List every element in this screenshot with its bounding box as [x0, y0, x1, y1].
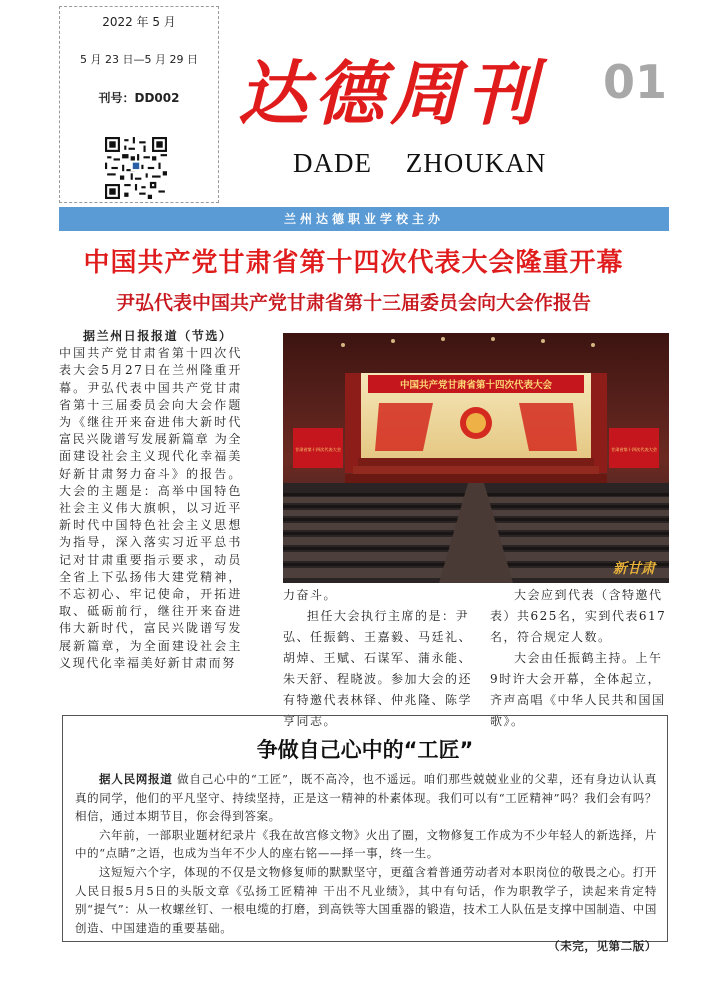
lead-text: 中国共产党甘肃省第十四次代表大会5月27日在兰州隆重开幕。尹弘代表中国共产党甘肃省第十三届委员会向大会作题为《继往开来奋进伟大新时代 富民兴陇谱写发展新篇章 为全面建设社会主义现代化幸福美好新甘肃努力奋斗》的报告。大会的主题是：高举中国特色社会主义伟大旗帜，以习近平新时代中国特色社会主义思想为指导，深入落实习近平总书记对甘肃重要指示要求，动员全省上下弘扬伟大建党精神，不忘初心、牢记使命，开拓进取、砥砺前行，继往开来奋进伟大新时代，富民兴陇谱写发展新篇章，为全面建设社会主义现代化幸福美好新甘肃而努: [59, 346, 242, 670]
craftsman-title: 争做自己心中的“工匠”: [256, 738, 474, 762]
masthead-title: 达德周刊: [238, 52, 542, 135]
craftsman-p2: 六年前，一部职业题材纪录片《我在故宫修文物》火出了圈，文物修复工作成为不少年轻人的新选择，片中的“点睛”之语，也成为当年不少人的座右铭——择一事，终一生。: [75, 827, 657, 861]
main-headline: 中国共产党甘肃省第十四次代表大会隆重开幕: [83, 248, 624, 278]
sponsor-banner: 兰州达德职业学校主办: [59, 207, 669, 231]
issue-dates: 5 月 23 日—5 月 29 日: [80, 53, 198, 66]
presidium-paragraph: 担任大会执行主席的是：尹弘、任振鹤、王嘉毅、马廷礼、胡焯、王赋、石谋军、蒲永能、朱天舒、程晓波。参加大会的还有特邀代表林铎、仲兆隆、陈学亨同志。: [283, 609, 473, 728]
opening-paragraph: 大会由任振鹤主持。上午9时许大会开幕，全体起立，齐声高唱《中华人民共和国国歌》。: [490, 651, 666, 728]
qr-code-icon: [105, 137, 167, 199]
craftsman-byline: 据人民网报道: [99, 772, 173, 786]
lead-byline: 据兰州日报报道（节选）: [83, 329, 233, 343]
report-column-mid: [283, 585, 473, 732]
photo-stage-banner: 中国共产党甘肃省第十四次代表大会: [399, 380, 553, 391]
masthead-pinyin: DADE ZHOUKAN: [293, 148, 547, 178]
issue-info-box: [59, 6, 219, 203]
craftsman-p3: 这短短六个字，体现的不仅是文物修复师的默默坚守，更蕴含着普通劳动者对本职岗位的敬畏之心。打开人民日报5月5日的头版文章《弘扬工匠精神 干出不凡业绩》，其中有句话，作为职教学子，读起来肯定特别“提气”：从一枚螺丝钉、一根电缆的打磨，到高铁等大国重器的锻造，技术工人队伍是支撑中国制造、中国创造、中国建造的重要基础。: [75, 864, 657, 935]
photo-watermark: 新甘肃: [613, 561, 655, 577]
craftsman-paragraph: [75, 770, 657, 826]
photo-side-left: 甘肃省第十四次代表大会: [294, 447, 342, 452]
attendance-paragraph: 大会应到代表（含特邀代表）共625名，实到代表617名，符合规定人数。: [490, 588, 667, 644]
lead-continuation: 力奋斗。: [283, 588, 338, 602]
sub-headline: 尹弘代表中国共产党甘肃省第十三届委员会向大会作报告: [115, 292, 591, 314]
issue-month: 2022 年 5 月: [102, 15, 176, 29]
photo-side-right: 甘肃省第十四次代表大会: [610, 447, 658, 452]
lead-article: [59, 328, 242, 672]
craftsman-body: [75, 770, 657, 956]
report-column-right: [490, 585, 669, 732]
congress-photo: [283, 333, 669, 583]
issue-number: 01: [603, 55, 668, 109]
continued-note: （未完，见第二版）: [548, 939, 657, 954]
issue-number-label: 刊号：DD002: [98, 91, 180, 105]
craftsman-p1: 做自己心中的“工匠”，既不高冷，也不遥远。咱们那些兢兢业业的父辈，还有身边认认真真的同学，他们的平凡坚守、持续坚持，正是这一精神的朴素体现。我们可以有“工匠精神”吗？我们会有吗？相信，通过本期节目，你会得到答案。: [75, 772, 657, 824]
craftsman-article-box: [62, 715, 668, 954]
